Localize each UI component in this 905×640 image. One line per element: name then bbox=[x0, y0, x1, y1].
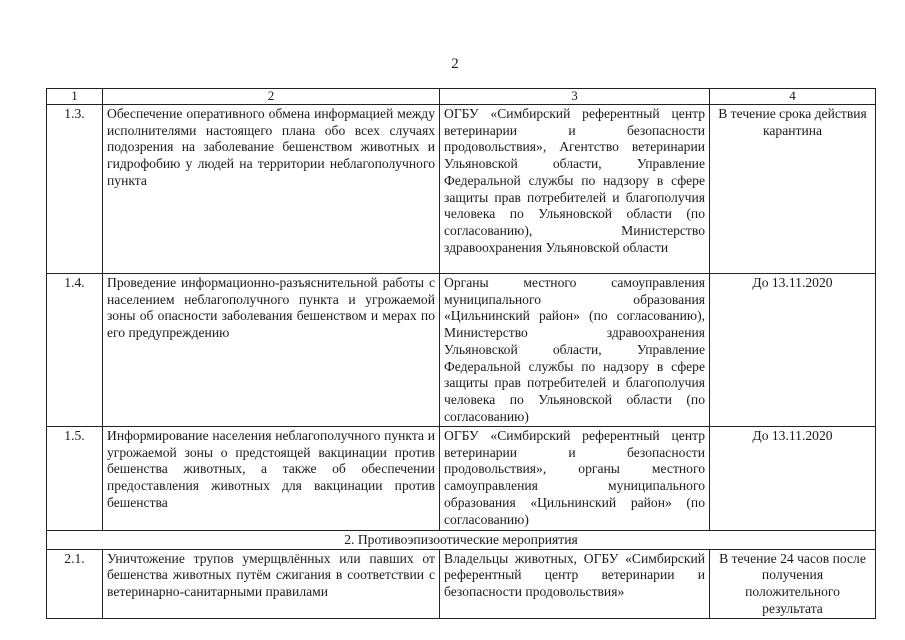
column-header: 4 bbox=[710, 89, 876, 105]
executors-cell: Владельцы животных, ОГБУ «Симбирский референтный центр ветеринарии и безопасности продовольствия» bbox=[440, 549, 710, 618]
table-header-row bbox=[47, 89, 876, 105]
column-header: 2 bbox=[103, 89, 440, 105]
deadline-cell: До 13.11.2020 bbox=[710, 274, 876, 427]
section-title: 2. Противоэпизоотические мероприятия bbox=[47, 531, 876, 550]
executors-cell: Органы местного самоуправления муниципального образования «Цильнинский район» (по согласованию), Министерство здравоохранения Ульяновской области, Управление Федеральной службы по надзору в сфере защиты прав потребителей и благополучия человека по Ульяновской области (по согласованию) bbox=[440, 274, 710, 427]
row-number: 1.5. bbox=[47, 427, 103, 531]
executors-cell: ОГБУ «Симбирский референтный центр ветеринарии и безопасности продовольствия», Агентство ветеринарии Ульяновской области, Управление Федеральной службы по надзору в сфере защиты прав потребителей и благополучия человека по Ульяновской области (по согласованию), Министерство здравоохранения Ульяновской области bbox=[440, 105, 710, 274]
measures-table bbox=[46, 88, 876, 619]
measure-cell: Обеспечение оперативного обмена информацией между исполнителями настоящего плана обо всех случаях подозрения на заболевание бешенством животных и гидрофобию у людей на территории неблагополучного пункта bbox=[103, 105, 440, 274]
measure-cell: Проведение информационно-разъяснительной работы с населением неблагополучного пункта и угрожаемой зоны об опасности заболевания бешенством и мерах по его предупреждению bbox=[103, 274, 440, 427]
deadline-cell: До 13.11.2020 bbox=[710, 427, 876, 531]
table-row bbox=[47, 549, 876, 618]
row-number: 1.3. bbox=[47, 105, 103, 274]
deadline-cell: В течение 24 часов после получения положительного результата bbox=[710, 549, 876, 618]
column-header: 1 bbox=[47, 89, 103, 105]
row-number: 2.1. bbox=[47, 549, 103, 618]
table-row bbox=[47, 427, 876, 531]
table-row bbox=[47, 274, 876, 427]
measure-cell: Уничтожение трупов умерщвлённых или павших от бешенства животных путём сжигания в соответствии с ветеринарно-санитарными правилами bbox=[103, 549, 440, 618]
measure-cell: Информирование населения неблагополучного пункта и угрожаемой зоны о предстоящей вакцинации против бешенства животных, а также об обеспечении предоставления животных для вакцинации против бешенства bbox=[103, 427, 440, 531]
deadline-cell: В течение срока действия карантина bbox=[710, 105, 876, 274]
executors-cell: ОГБУ «Симбирский референтный центр ветеринарии и безопасности продовольствия», органы местного самоуправления муниципального образования «Цильнинский район» (по согласованию) bbox=[440, 427, 710, 531]
column-header: 3 bbox=[440, 89, 710, 105]
page-number: 2 bbox=[451, 56, 459, 72]
table-row bbox=[47, 105, 876, 274]
row-number: 1.4. bbox=[47, 274, 103, 427]
section-row bbox=[47, 531, 876, 550]
